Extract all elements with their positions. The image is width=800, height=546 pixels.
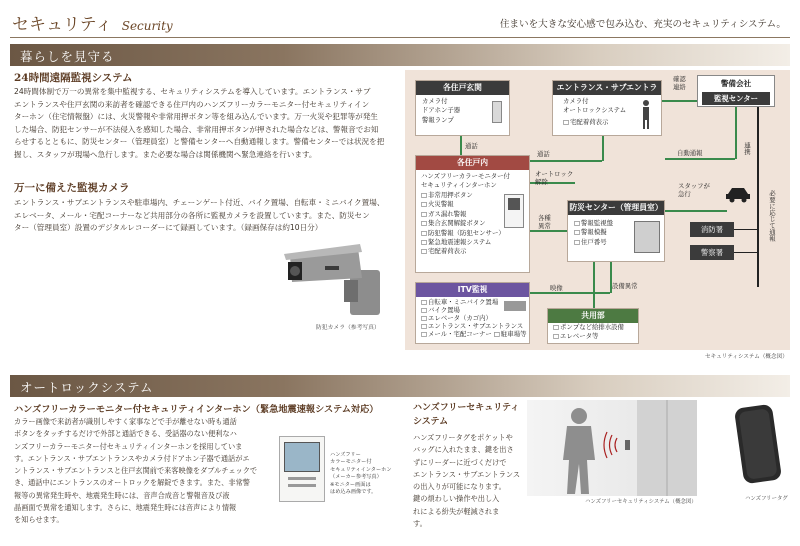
entrance-check: □ 宅配着荷表示	[563, 118, 608, 127]
page-title-en: Security	[121, 19, 173, 33]
monitor-panel-icon	[634, 221, 660, 253]
diagram-caption: セキュリティシステム（概念図）	[705, 354, 788, 360]
line-itv-bousai	[530, 292, 610, 294]
box-keisatsu: 警察署	[690, 245, 734, 260]
security-system-diagram	[405, 70, 790, 350]
line-entrance-down	[602, 136, 604, 161]
label-eizou: 映像	[550, 284, 563, 292]
box-kyouyou-title: 共用部	[548, 309, 638, 323]
box-genkan-title: 各住戸玄関	[416, 81, 509, 95]
handsfree-tag-image	[730, 401, 787, 487]
itv-checks: □ 自転車・ミニバイク置場 □ バイク置場 □ エレベータ（カゴ内） □ エントランス・サブエントランス □ メール・宅配コーナー □ 駐車場等	[421, 298, 526, 338]
genkan-items: カメラ付 ドアホン子器 警報ランプ	[422, 97, 461, 124]
box-kyouyou	[547, 308, 639, 344]
box-bousai	[567, 200, 665, 262]
heading-intercom: ハンズフリーカラーモニター付セキュリティインターホン（緊急地震速報システム対応）	[14, 404, 379, 415]
box-itv	[415, 282, 530, 344]
header-rule	[10, 37, 790, 38]
line-vertical-right	[757, 107, 759, 287]
doorphone-icon	[492, 101, 502, 123]
para-camera: エントランス・サブエントランスや駐車場内、チェーンゲート付近、バイク置場、自転車・ミニバイク置場、 エレベータ、メール・宅配コーナーなど共用部分の各所に監視カメラを設置しています。また、防災セン ター（管理員室）設置のデジタルレコーダーにて録画しています。（録画保存は約10日分）	[14, 198, 385, 233]
label-setsubi: 設備異常	[612, 282, 638, 290]
line-entrance-kaku	[530, 160, 602, 162]
patrol-car-icon	[725, 185, 751, 203]
line-genkan-kaku	[460, 136, 462, 155]
entrance-items: カメラ付 オートロックシステム	[563, 97, 627, 115]
intercom-image	[279, 436, 325, 502]
line-kyouyou-bousai	[593, 262, 595, 308]
section-band-autolock: オートロックシステム	[10, 375, 790, 397]
handsfree-system-caption: ハンズフリーセキュリティシステム（概念図）	[585, 499, 697, 505]
box-shoubou: 消防署	[690, 222, 734, 237]
box-kaku-title: 各住戸内	[416, 156, 529, 170]
label-renkei: 連携	[743, 142, 751, 155]
heading-camera: 万一に備えた監視カメラ	[14, 182, 130, 194]
line-auto-report	[665, 158, 735, 160]
itv-camera-icon	[504, 301, 526, 311]
label-jidou: 自動通報	[677, 149, 703, 157]
section-band-mimamoru: 暮らしを見守る	[10, 44, 790, 66]
para-intercom: カラー画像で来訪者が識別しやすく家事などで手が離せない時も通話 ボタンをタッチするだけで外部と通話できる、受話器のない便利なハ ンズフリーカラーモニター付セキュリティインターホンを採用していま す。エントランス・サブエントランスやカメラ付ドアホン子器で通話がエ ントランス・サブエントランスと住戸玄関前で来客映像をダブルチェックで き、通話中にエントランスのオートロックを解錠できます。また、非常警 報等の異常発生時や、地震発生時には、音声合成音と警報音及び液 晶画面で異常を通知します。さらに、地震発生時には音声により情報 を知らせます。	[14, 417, 258, 525]
page-title: セキュリティ Security	[12, 15, 173, 35]
box-entrance-title: エントランス・サブエントランス	[553, 81, 661, 95]
kyouyou-checks: □ ポンプなど給排水設備 □ エレベータ等	[553, 323, 624, 340]
label-tsuuwa-2: 通話	[537, 150, 550, 158]
para-remote-monitoring: 24時間体制で万一の異常を集中監視する、セキュリティシステムを導入しています。エントランス・サブ エントランスや住戸玄関の来訪者を確認できる住戸内のハンズフリーカラーモニター付セキュリティイン ターホン（住宅情報盤）には、火災警報や非常用押ボタン等を組み込んでいます。万一火災や犯罪等が発生 した場合、防犯センサーが不法侵入を感知した場合、非常用押ボタンが押された場合などは、警報音でお知 らせするとともに、防災センター（管理員室）と警備センターへ自動通報します。警備センターでは状況を把 握し、スタッフが現場へ急行します。また必要な場合は関係機関へ緊急連絡を行います。	[14, 87, 385, 159]
label-kakushu: 各種 異常	[538, 214, 551, 230]
keibi-title: 警備会社	[720, 79, 752, 88]
box-genkan	[415, 80, 510, 136]
line-kaku-bousai	[530, 230, 567, 232]
line-keisatsu	[734, 252, 757, 253]
security-camera-image	[280, 240, 390, 320]
box-bousai-title: 防災センター（管理員室）	[568, 201, 664, 215]
keibi-sub: 監視センター	[702, 92, 770, 105]
para-handsfree: ハンズフリータグをポケットや バッグに入れたまま、鍵を出さ ずにリーダーに近づくだけで エントランス・サブエントランス の出入りが可能になります。 鍵の煩わしい操作や出し入 れによる紛失が軽減されま す。	[413, 433, 521, 529]
label-staff: スタッフが 急行	[678, 182, 710, 198]
kaku-items: ハンズフリーカラーモニター付 セキュリティインターホン	[421, 172, 510, 190]
line-shoubou	[734, 229, 757, 230]
box-keibi	[697, 75, 775, 107]
tagline: 住まいを大きな安心感で包み込む、充実のセキュリティシステム。	[499, 19, 786, 30]
box-itv-title: ITV監視	[416, 283, 529, 297]
label-kakunin: 確認 連絡	[673, 75, 686, 91]
camera-caption: 防犯カメラ（参考写真）	[316, 325, 380, 331]
kaku-checks: □ 非常用押ボタン □ 火災警報 □ ガス漏れ警報 □ 集合玄関解錠ボタン □ 防犯警報（防犯センサー） □ 緊急地震速報システム □ 宅配着荷表示	[421, 191, 505, 257]
box-entrance	[552, 80, 662, 136]
box-kaku	[415, 155, 530, 273]
bousai-checks: □ 警報監視盤 □ 警報模擬 □ 住戸番号	[574, 219, 613, 247]
line-keibi-down	[735, 107, 737, 159]
heading-remote-monitoring: 24時間遠隔監視システム	[14, 72, 133, 84]
heading-handsfree: ハンズフリーセキュリティ システム	[413, 403, 520, 427]
label-autolock: オートロック 解除	[535, 170, 574, 186]
intercom-icon	[504, 194, 524, 228]
intercom-caption: ハンズフリー カラーモニター付 セキュリティインターホン （メーカー参考写真） ※モニター画面は はめ込み画像です。	[330, 452, 392, 496]
label-tsuuwa-1: 通話	[465, 142, 478, 150]
line-bousai-right	[665, 210, 727, 212]
handsfree-tag-caption: ハンズフリータグ	[745, 496, 788, 502]
line-entrance-right	[662, 100, 697, 102]
label-hitsuyou: 必要に応じて通報	[768, 190, 776, 242]
entrance-person-icon	[640, 99, 652, 129]
handsfree-system-image	[527, 400, 697, 496]
